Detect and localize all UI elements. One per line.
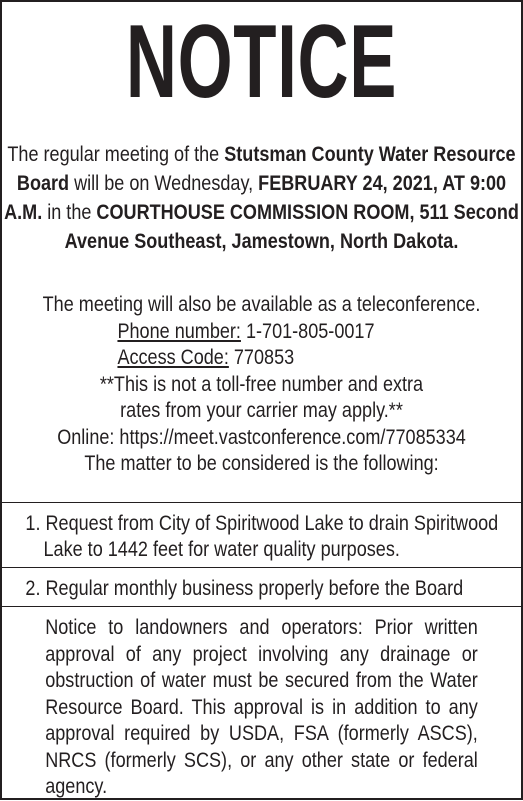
phone-number: 1-701-805-0017	[240, 319, 375, 343]
landowner-notice: Notice to landowners and operators: Prior written approval of any project involving any drainage or obstruction of water must be secured from the Water Resource Board. This approval is in addition to any approval required by USDA, FSA (formerly ASCS), NRCS (formerly SCS), or any other state or federal agency.	[45, 616, 478, 798]
agenda-item-2: 2. Regular monthly business properly before the Board	[25, 577, 464, 600]
access-label: Access Code:	[117, 346, 229, 369]
agenda-item-1: 1. Request from City of Spiritwood Lake to drain Spiritwood Lake to 1442 feet for water quality purposes.	[25, 512, 499, 561]
access-code: 770853	[228, 346, 295, 369]
landowner-notice-block	[38, 615, 484, 801]
access-line	[4, 345, 519, 372]
lead-text-1: The regular meeting of the	[7, 143, 225, 166]
phone-label: Phone number:	[117, 319, 241, 343]
board-name: Stutsman County Water Resource Board	[16, 143, 516, 195]
divider-1	[2, 502, 521, 503]
agenda-item-2-block	[25, 576, 484, 602]
matter-intro: The matter to be considered is the following:	[84, 452, 439, 475]
agenda-item-1-block	[25, 511, 499, 563]
phone-line	[4, 319, 519, 346]
meeting-date-time: FEBRUARY 24, 2021, AT 9:00 A.M.	[4, 172, 507, 224]
notice-title: NOTICE	[125, 4, 398, 120]
meeting-announcement	[4, 140, 519, 256]
lead-text-3: in the	[42, 201, 97, 224]
lead-text-2: will be on Wednesday,	[69, 172, 259, 195]
online-link: Online: https://meet.vastconference.com/77085334	[57, 425, 466, 449]
teleconference-intro: The meeting will also be available as a teleconference.	[42, 293, 481, 316]
divider-2	[2, 567, 521, 568]
teleconference-info	[38, 292, 484, 478]
meeting-location: COURTHOUSE COMMISSION ROOM, 511 Second Avenue Southeast, Jamestown, North Dakota.	[64, 201, 519, 253]
toll-note: **This is not a toll-free number and extra rates from your carrier may apply.**	[99, 372, 424, 422]
divider-3	[2, 606, 521, 607]
